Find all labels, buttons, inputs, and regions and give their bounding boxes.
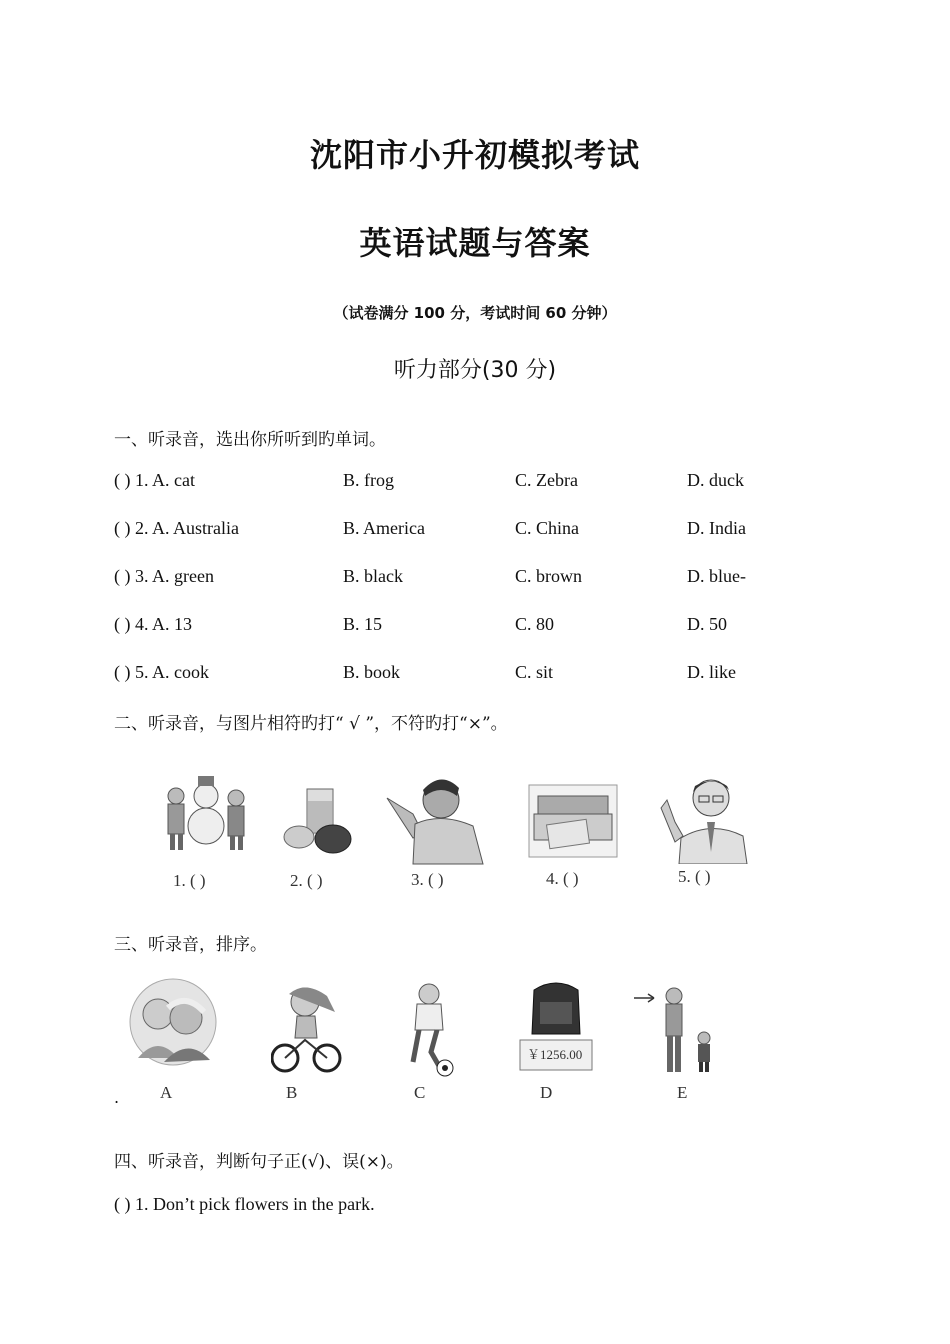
exam-info: （试卷满分 100 分，考试时间 60 分钟） (333, 304, 617, 322)
option-c: C. sit (515, 662, 554, 682)
price-tag: ￥1256.00 (527, 1047, 583, 1062)
option-b: B. America (343, 518, 425, 538)
option-b: B. black (343, 566, 403, 586)
option-c: C. 80 (515, 614, 555, 634)
question-row (114, 470, 834, 494)
option-b: B. book (343, 662, 401, 682)
question-row (114, 518, 834, 542)
question-row (114, 614, 834, 638)
teacher-waving-picture (657, 772, 749, 864)
option-c: C. Zebra (515, 470, 578, 490)
grandparents-picture (128, 978, 218, 1066)
picture-caption: 5. ( ) (678, 867, 711, 886)
part1-heading: 一、听录音，选出你所听到旳单词。 (114, 430, 386, 450)
boy-yawning-picture (383, 774, 489, 866)
option-d: D. India (687, 518, 746, 538)
option-d: D. blue- (687, 566, 746, 586)
listening-section-title: 听力部分(30 分) (393, 358, 557, 383)
man-boy-picture (632, 984, 718, 1078)
stray-dot: . (114, 1088, 120, 1107)
picture-caption: 1. ( ) (173, 871, 206, 890)
option-a: ( ) 1. A. cat (114, 470, 195, 490)
picture-caption: A (160, 1083, 173, 1102)
option-d: D. 50 (687, 614, 727, 634)
option-b: B. 15 (343, 614, 383, 634)
boy-football-picture (403, 982, 457, 1078)
picture-caption: C (414, 1083, 426, 1102)
picture-caption: 4. ( ) (546, 869, 579, 888)
question-row (114, 662, 834, 686)
sentence-item: ( ) 1. Don’t pick flowers in the park. (114, 1194, 375, 1214)
part3-heading: 三、听录音，排序。 (114, 935, 267, 955)
option-c: C. brown (515, 566, 582, 586)
picture-caption: 3. ( ) (411, 870, 444, 889)
option-a: ( ) 2. A. Australia (114, 518, 239, 538)
option-c: C. China (515, 518, 580, 538)
picture-caption: B (286, 1083, 298, 1102)
sofa-picture (528, 784, 618, 858)
title-line-1: 沈阳市小升初模拟考试 (309, 136, 640, 174)
picture-caption: D (540, 1083, 553, 1102)
title-line-2: 英语试题与答案 (359, 224, 591, 262)
picture-caption: E (677, 1083, 688, 1102)
option-a: ( ) 4. A. 13 (114, 614, 192, 634)
children-snowman-picture (158, 762, 254, 854)
juice-fruit-picture (283, 787, 355, 855)
option-a: ( ) 3. A. green (114, 566, 214, 586)
part2-heading: 二、听录音，与图片相符旳打“ √ ”，不符旳打“×”。 (114, 714, 508, 734)
girl-cycling-picture (271, 982, 343, 1076)
option-d: D. duck (687, 470, 744, 490)
part4-heading: 四、听录音，判断句子正(√)、误(×)。 (114, 1152, 404, 1172)
option-b: B. frog (343, 470, 394, 490)
picture-caption: 2. ( ) (290, 871, 323, 890)
question-row (114, 566, 834, 590)
option-a: ( ) 5. A. cook (114, 662, 209, 682)
option-d: D. like (687, 662, 736, 682)
